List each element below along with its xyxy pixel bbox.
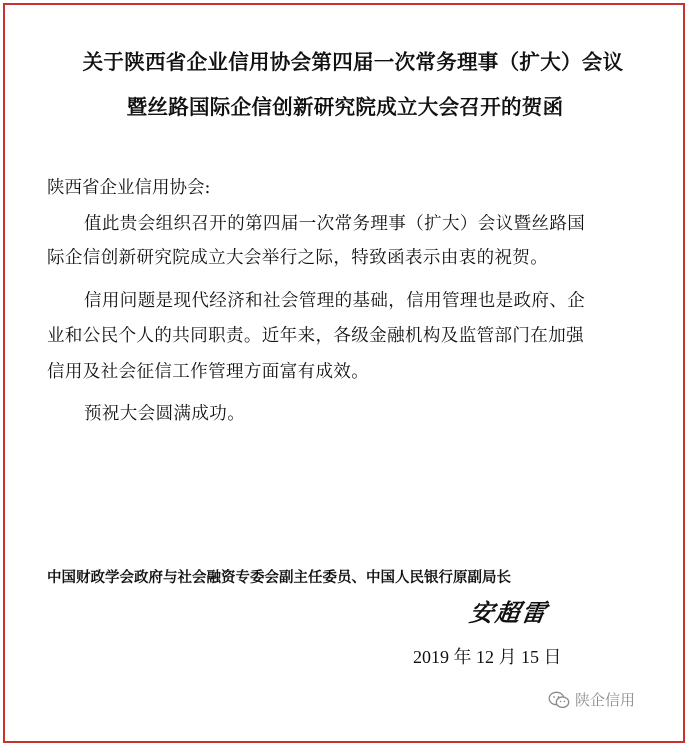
paragraph-2-line-1: 信用问题是现代经济和社会管理的基础，信用管理也是政府、企 [84,291,586,311]
wechat-icon [548,691,570,709]
paragraph-1-line-1: 值此贵会组织召开的第四届一次常务理事（扩大）会议暨丝路国 [84,214,586,234]
salutation: 陕西省企业信用协会: [47,178,211,198]
signer-title: 中国财政学会政府与社会融资专委会副主任委员、中国人民银行原副局长 [47,569,511,586]
watermark-text: 陕企信用 [575,691,636,709]
signature: 安超雷 [467,598,550,627]
paragraph-2-line-2: 业和公民个人的共同职责。近年来，各级金融机构及监管部门在加强 [47,326,584,346]
letter-date: 2019 年 12 月 15 日 [413,647,562,667]
letter-title-line2: 暨丝路国际企信创新研究院成立大会召开的贺函 [126,95,564,119]
letter-title-line1: 关于陕西省企业信用协会第四届一次常务理事（扩大）会议 [82,50,624,74]
paragraph-3-line-1: 预祝大会圆满成功。 [84,404,246,424]
paragraph-1-line-2: 际企信创新研究院成立大会举行之际，特致函表示由衷的祝贺。 [47,248,549,268]
watermark [548,689,635,710]
paragraph-2-line-3: 信用及社会征信工作管理方面富有成效。 [47,362,370,382]
